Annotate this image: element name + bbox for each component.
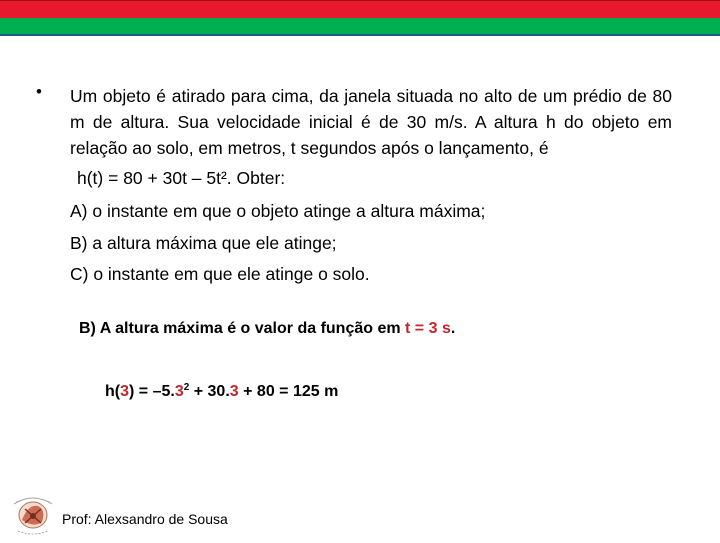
answer-suffix: . (450, 320, 456, 337)
calc-value-3: 3 (229, 383, 239, 400)
calc-value-1: 3 (120, 383, 130, 400)
calc-part-3: + 30. (189, 383, 230, 400)
calc-exponent: 2 (183, 382, 190, 393)
calculation (105, 382, 338, 401)
calc-part-4: + 80 = 125 m (238, 383, 339, 400)
question-item-c: C) o instante em que ele atinge o solo. (70, 264, 370, 284)
author-name: Prof: Alexsandro de Sousa (62, 511, 228, 527)
function-formula: h(t) = 80 + 30t – 5t². Obter: (77, 168, 286, 188)
problem-statement: Um objeto é atirado para cima, da janela situada no alto de um prédio de 80 m de altura. Sua velocidade inicial é de 30 m/s. A altura h do objeto em relação ao solo, em metros, t segundos após o lançamento, é (70, 86, 672, 158)
answer-highlight: t = 3 s (405, 320, 451, 337)
header-green-band (0, 18, 720, 36)
question-item-b: B) a altura máxima que ele atinge; (70, 233, 337, 253)
answer-prefix: B) A altura máxima é o valor da função em (79, 320, 406, 337)
question-item-a: A) o instante em que o objeto atinge a altura máxima; (70, 201, 486, 221)
calc-value-2: 3 (174, 383, 184, 400)
calc-part-2: ) = –5. (129, 383, 175, 400)
seal-logo-icon (8, 490, 58, 538)
header-red-band (0, 0, 720, 18)
bullet-point: • (36, 82, 42, 101)
answer-b (79, 320, 455, 338)
calc-part-1: h( (105, 383, 121, 400)
